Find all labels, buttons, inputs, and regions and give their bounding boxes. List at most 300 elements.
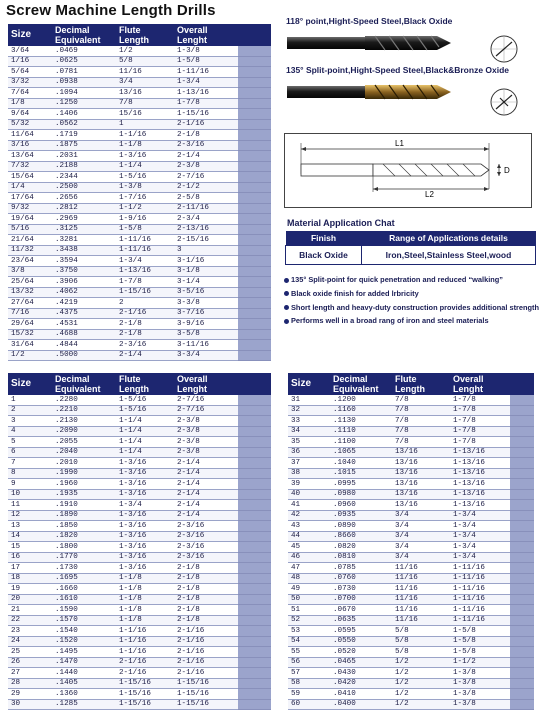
decimal-cell: .3594: [52, 256, 116, 267]
decimal-cell: .0730: [330, 584, 392, 595]
note-item: Black oxide finish for added lrbricity: [284, 289, 540, 298]
decimal-cell: .1015: [330, 468, 392, 479]
flute-cell: 5/8: [392, 626, 450, 637]
size-cell: 60: [288, 699, 330, 710]
decimal-cell: .2812: [52, 203, 116, 214]
flute-cell: 1-15/16: [116, 699, 174, 710]
table-row: [8, 256, 271, 267]
size-cell: 35: [288, 437, 330, 448]
table-row: [8, 447, 271, 458]
size-cell: 59: [288, 689, 330, 700]
dim-l1-label: L1: [395, 139, 404, 148]
size-cell: 11: [8, 500, 52, 511]
flute-cell: 1-3/16: [116, 489, 174, 500]
flute-cell: 1-1/8: [116, 615, 174, 626]
size-cell: 22: [8, 615, 52, 626]
size-cell: 50: [288, 594, 330, 605]
overall-cell: 2-3/16: [174, 531, 238, 542]
flute-cell: 1-13/16: [116, 266, 174, 277]
col-blank: [238, 24, 271, 46]
table-row: [8, 287, 271, 298]
side-band-cell: [510, 531, 534, 542]
size-table-number-31-60: [288, 373, 534, 710]
size-cell: 7/64: [8, 88, 52, 99]
flute-cell: 1-5/16: [116, 172, 174, 183]
table-row: [8, 193, 271, 204]
side-band-cell: [238, 298, 271, 309]
flute-cell: 13/16: [392, 489, 450, 500]
overall-cell: 2-1/8: [174, 615, 238, 626]
flute-cell: 2-1/4: [116, 350, 174, 361]
decimal-cell: .0938: [52, 77, 116, 88]
bullet-icon: [284, 319, 289, 324]
range-value: Iron,Steel,Stainless Steel,wood: [362, 246, 536, 265]
side-band-cell: [238, 161, 271, 172]
flute-cell: 1-3/16: [116, 552, 174, 563]
flute-cell: 2-1/8: [116, 319, 174, 330]
table-row: [8, 88, 271, 99]
decimal-cell: .3750: [52, 266, 116, 277]
size-cell: 1/2: [8, 350, 52, 361]
size-cell: 15: [8, 542, 52, 553]
flute-cell: 13/16: [116, 88, 174, 99]
overall-cell: 1-3/4: [450, 521, 510, 532]
side-band-cell: [510, 468, 534, 479]
table-row: [8, 56, 271, 67]
table-row: [8, 140, 271, 151]
side-band-cell: [238, 605, 271, 616]
side-band-cell: [238, 458, 271, 469]
table-row: [288, 563, 534, 574]
col-size: Size: [288, 373, 330, 395]
note-item: 135° Split-point for quick penetration and reduced “walking”: [284, 275, 540, 284]
flute-cell: 2-1/16: [116, 668, 174, 679]
size-cell: 5/32: [8, 119, 52, 130]
size-cell: 25: [8, 647, 52, 658]
decimal-cell: .0760: [330, 573, 392, 584]
table-row: [8, 277, 271, 288]
decimal-cell: .1406: [52, 109, 116, 120]
size-cell: 46: [288, 552, 330, 563]
size-cell: 3: [8, 416, 52, 427]
flute-cell: 1-1/4: [116, 437, 174, 448]
size-cell: 20: [8, 594, 52, 605]
size-cell: 48: [288, 573, 330, 584]
side-band-cell: [238, 521, 271, 532]
flute-cell: 2: [116, 298, 174, 309]
overall-cell: 2-1/16: [174, 626, 238, 637]
decimal-cell: .8660: [330, 531, 392, 542]
overall-cell: 1-11/16: [450, 605, 510, 616]
decimal-cell: .1250: [52, 98, 116, 109]
flute-cell: 2-3/16: [116, 340, 174, 351]
size-cell: 27: [8, 668, 52, 679]
side-band-cell: [238, 266, 271, 277]
overall-cell: 1-15/16: [174, 109, 238, 120]
decimal-cell: .2188: [52, 161, 116, 172]
flute-cell: 1-1/16: [116, 647, 174, 658]
col-decimal: Decimal Equivalent: [330, 373, 392, 395]
decimal-cell: .5000: [52, 350, 116, 361]
flute-cell: 1-5/8: [116, 224, 174, 235]
size-cell: 14: [8, 531, 52, 542]
side-band-cell: [238, 678, 271, 689]
side-band-cell: [238, 699, 271, 710]
overall-cell: 2-7/16: [174, 172, 238, 183]
overall-cell: 1-11/16: [174, 67, 238, 78]
decimal-cell: .2090: [52, 426, 116, 437]
flute-cell: 1-7/8: [116, 277, 174, 288]
side-band-cell: [238, 584, 271, 595]
flute-cell: 1-7/16: [116, 193, 174, 204]
flute-cell: 13/16: [392, 447, 450, 458]
dimension-diagram: [284, 133, 532, 208]
decimal-cell: .1695: [52, 573, 116, 584]
size-cell: 23/64: [8, 256, 52, 267]
col-flute: Flute Length: [392, 373, 450, 395]
table-row: [288, 584, 534, 595]
table-row: [288, 510, 534, 521]
side-band-cell: [238, 193, 271, 204]
size-cell: 3/32: [8, 77, 52, 88]
table-row: [288, 437, 534, 448]
overall-cell: 2-1/4: [174, 510, 238, 521]
table-row: [8, 319, 271, 330]
overall-cell: 1-5/8: [174, 56, 238, 67]
decimal-cell: .3125: [52, 224, 116, 235]
decimal-cell: .0465: [330, 657, 392, 668]
decimal-cell: .0935: [330, 510, 392, 521]
table-row: [8, 500, 271, 511]
side-band-cell: [238, 350, 271, 361]
decimal-cell: .1440: [52, 668, 116, 679]
side-band-cell: [510, 458, 534, 469]
flute-cell: 3/4: [392, 510, 450, 521]
decimal-cell: .0595: [330, 626, 392, 637]
overall-cell: 3-3/4: [174, 350, 238, 361]
decimal-cell: .2280: [52, 395, 116, 405]
flute-cell: 1-3/16: [116, 563, 174, 574]
overall-cell: 2-3/16: [174, 521, 238, 532]
table-row: [288, 657, 534, 668]
table-row: [8, 458, 271, 469]
table-row: [8, 77, 271, 88]
overall-cell: 2-3/4: [174, 214, 238, 225]
size-cell: 7: [8, 458, 52, 469]
side-band-cell: [238, 56, 271, 67]
overall-cell: 2-13/16: [174, 224, 238, 235]
flute-cell: 2-1/16: [116, 657, 174, 668]
overall-cell: 1-3/8: [174, 46, 238, 56]
table-row: [8, 340, 271, 351]
table-row: [8, 636, 271, 647]
size-cell: 53: [288, 626, 330, 637]
decimal-cell: .2969: [52, 214, 116, 225]
overall-cell: 1-11/16: [450, 584, 510, 595]
size-cell: 34: [288, 426, 330, 437]
side-band-cell: [238, 308, 271, 319]
side-band-cell: [238, 214, 271, 225]
table-row: [8, 552, 271, 563]
side-band-cell: [510, 447, 534, 458]
col-overall: Overall Lenght: [174, 373, 238, 395]
col-range: Range of Applications details: [362, 231, 536, 246]
decimal-cell: .4062: [52, 287, 116, 298]
side-band-cell: [510, 542, 534, 553]
decimal-cell: .1570: [52, 615, 116, 626]
side-band-cell: [238, 98, 271, 109]
table-row: [8, 329, 271, 340]
side-band-cell: [238, 245, 271, 256]
flute-cell: 1-3/16: [116, 510, 174, 521]
overall-cell: 1-11/16: [450, 615, 510, 626]
decimal-cell: .1719: [52, 130, 116, 141]
size-cell: 9/64: [8, 109, 52, 120]
col-flute: Flute Length: [116, 24, 174, 46]
table-row: [8, 161, 271, 172]
decimal-cell: .1130: [330, 416, 392, 427]
table-row: [8, 416, 271, 427]
table-row: [8, 468, 271, 479]
flute-cell: 13/16: [392, 458, 450, 469]
decimal-cell: .0635: [330, 615, 392, 626]
flute-cell: 15/16: [116, 109, 174, 120]
side-band-cell: [238, 329, 271, 340]
flute-cell: 1-1/4: [116, 426, 174, 437]
decimal-cell: .1590: [52, 605, 116, 616]
decimal-cell: .0400: [330, 699, 392, 710]
table-row: [8, 521, 271, 532]
size-cell: 15/32: [8, 329, 52, 340]
flute-cell: 7/8: [392, 395, 450, 405]
dim-l2-label: L2: [425, 190, 434, 199]
side-band-cell: [238, 668, 271, 679]
side-band-cell: [238, 182, 271, 193]
side-band-cell: [238, 405, 271, 416]
table-row: [288, 573, 534, 584]
decimal-cell: .0670: [330, 605, 392, 616]
flute-cell: 1-15/16: [116, 287, 174, 298]
side-band-cell: [238, 395, 271, 405]
size-cell: 15/64: [8, 172, 52, 183]
decimal-cell: .0890: [330, 521, 392, 532]
decimal-cell: .0995: [330, 479, 392, 490]
flute-cell: 1-3/16: [116, 458, 174, 469]
flute-cell: 1-3/16: [116, 521, 174, 532]
drill-118-caption: 118° point,Hight-Speed Steel,Black Oxide: [286, 16, 453, 26]
bullet-icon: [284, 305, 289, 310]
side-band-cell: [238, 151, 271, 162]
flute-cell: 1/2: [392, 689, 450, 700]
decimal-cell: .0980: [330, 489, 392, 500]
col-blank: [238, 373, 271, 395]
side-band-cell: [238, 510, 271, 521]
drill-black-bronze-image: [285, 77, 455, 107]
table-row: [8, 605, 271, 616]
side-band-cell: [510, 437, 534, 448]
size-cell: 3/16: [8, 140, 52, 151]
size-cell: 17: [8, 563, 52, 574]
col-flute: Flute Length: [116, 373, 174, 395]
size-cell: 12: [8, 510, 52, 521]
size-cell: 23: [8, 626, 52, 637]
size-cell: 5: [8, 437, 52, 448]
flute-cell: 11/16: [392, 615, 450, 626]
overall-cell: 2-1/8: [174, 605, 238, 616]
decimal-cell: .0562: [52, 119, 116, 130]
decimal-cell: .1360: [52, 689, 116, 700]
table-row: [288, 521, 534, 532]
side-band-cell: [510, 615, 534, 626]
flute-cell: 1-1/8: [116, 573, 174, 584]
col-blank: [510, 373, 534, 395]
material-application-table: [285, 231, 536, 265]
table-row: [288, 699, 534, 710]
side-band-cell: [238, 426, 271, 437]
table-row: [288, 636, 534, 647]
table-row: [288, 626, 534, 637]
overall-cell: 2-3/8: [174, 426, 238, 437]
overall-cell: 1-3/4: [174, 77, 238, 88]
overall-cell: 1-7/8: [450, 437, 510, 448]
overall-cell: 2-1/2: [174, 182, 238, 193]
decimal-cell: .1910: [52, 500, 116, 511]
table-row: [8, 563, 271, 574]
flute-cell: 13/16: [392, 500, 450, 511]
side-band-cell: [510, 510, 534, 521]
flute-cell: 11/16: [392, 584, 450, 595]
overall-cell: 1-5/8: [450, 626, 510, 637]
side-band-cell: [238, 563, 271, 574]
flute-cell: 7/8: [392, 426, 450, 437]
flute-cell: 2-1/16: [116, 308, 174, 319]
decimal-cell: .0820: [330, 542, 392, 553]
overall-cell: 2-1/8: [174, 594, 238, 605]
table-row: [8, 678, 271, 689]
size-cell: 55: [288, 647, 330, 658]
decimal-cell: .0785: [330, 563, 392, 574]
flute-cell: 7/8: [392, 405, 450, 416]
flute-cell: 1-3/4: [116, 500, 174, 511]
size-cell: 57: [288, 668, 330, 679]
size-cell: 10: [8, 489, 52, 500]
decimal-cell: .1405: [52, 678, 116, 689]
overall-cell: 1-3/4: [450, 510, 510, 521]
size-cell: 36: [288, 447, 330, 458]
side-band-cell: [238, 130, 271, 141]
overall-cell: 1-13/16: [450, 468, 510, 479]
side-band-cell: [238, 140, 271, 151]
size-cell: 4: [8, 426, 52, 437]
side-band-cell: [238, 416, 271, 427]
size-cell: 21/64: [8, 235, 52, 246]
table-row: [8, 308, 271, 319]
size-cell: 1/16: [8, 56, 52, 67]
size-cell: 30: [8, 699, 52, 710]
size-cell: 49: [288, 584, 330, 595]
decimal-cell: .2656: [52, 193, 116, 204]
side-band-cell: [510, 678, 534, 689]
overall-cell: 1-13/16: [450, 500, 510, 511]
table-row: [8, 119, 271, 130]
flute-cell: 1-11/16: [116, 245, 174, 256]
overall-cell: 1-7/8: [450, 416, 510, 427]
overall-cell: 2-3/8: [174, 447, 238, 458]
overall-cell: 1-15/16: [174, 678, 238, 689]
side-band-cell: [238, 657, 271, 668]
side-band-cell: [510, 500, 534, 511]
table-row: [288, 594, 534, 605]
size-cell: 17/64: [8, 193, 52, 204]
size-cell: 19/64: [8, 214, 52, 225]
table-row: [8, 542, 271, 553]
feature-notes: [284, 275, 540, 330]
size-cell: 29: [8, 689, 52, 700]
decimal-cell: .1875: [52, 140, 116, 151]
table-row: [8, 626, 271, 637]
overall-cell: 2-7/16: [174, 405, 238, 416]
decimal-cell: .2010: [52, 458, 116, 469]
side-band-cell: [510, 647, 534, 658]
size-cell: 7/32: [8, 161, 52, 172]
bullet-icon: [284, 278, 289, 283]
decimal-cell: .4844: [52, 340, 116, 351]
side-band-cell: [238, 447, 271, 458]
side-band-cell: [238, 489, 271, 500]
size-cell: 2: [8, 405, 52, 416]
table-row: [288, 405, 534, 416]
side-band-cell: [238, 542, 271, 553]
note-item: Performs well in a broad rang of iron and steel materials: [284, 316, 540, 325]
overall-cell: 1-5/8: [450, 636, 510, 647]
decimal-cell: .1470: [52, 657, 116, 668]
size-cell: 9/32: [8, 203, 52, 214]
side-band-cell: [510, 426, 534, 437]
side-band-cell: [510, 636, 534, 647]
size-cell: 54: [288, 636, 330, 647]
table-row: [8, 689, 271, 700]
flute-cell: 7/8: [392, 416, 450, 427]
table-row: [288, 552, 534, 563]
bullet-icon: [284, 291, 289, 296]
decimal-cell: .0700: [330, 594, 392, 605]
side-band-cell: [510, 668, 534, 679]
table-row: [8, 615, 271, 626]
overall-cell: 2-1/4: [174, 458, 238, 469]
size-cell: 52: [288, 615, 330, 626]
side-band-cell: [510, 605, 534, 616]
flute-cell: 1-15/16: [116, 689, 174, 700]
overall-cell: 3-5/8: [174, 329, 238, 340]
side-band-cell: [238, 626, 271, 637]
flute-cell: 11/16: [392, 573, 450, 584]
overall-cell: 1-13/16: [450, 479, 510, 490]
decimal-cell: .0430: [330, 668, 392, 679]
size-cell: 43: [288, 521, 330, 532]
material-chart-title: Material Application Chat: [287, 218, 395, 228]
decimal-cell: .4375: [52, 308, 116, 319]
decimal-cell: .0469: [52, 46, 116, 56]
flute-cell: 3/4: [116, 77, 174, 88]
decimal-cell: .1110: [330, 426, 392, 437]
side-band-cell: [238, 77, 271, 88]
decimal-cell: .2344: [52, 172, 116, 183]
side-band-cell: [510, 489, 534, 500]
overall-cell: 2-1/4: [174, 479, 238, 490]
decimal-cell: .3281: [52, 235, 116, 246]
overall-cell: 2-1/8: [174, 584, 238, 595]
decimal-cell: .2040: [52, 447, 116, 458]
